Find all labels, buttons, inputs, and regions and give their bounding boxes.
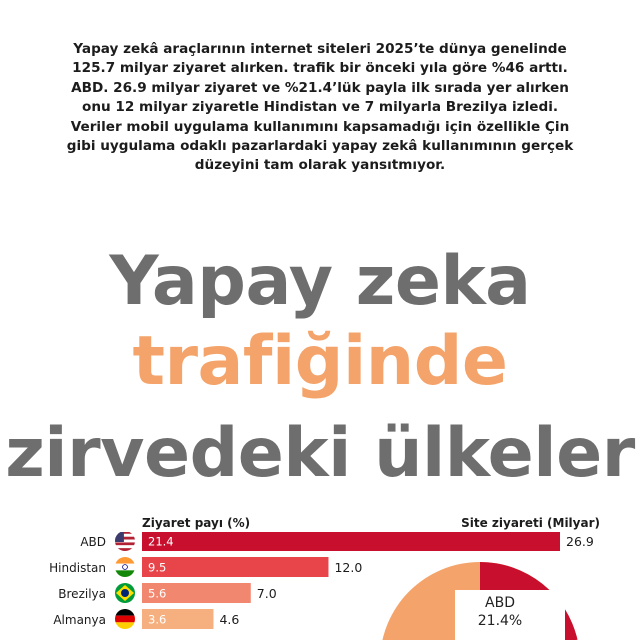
share-axis-label: Ziyaret payı (%) bbox=[142, 516, 251, 530]
category-label: Brezilya bbox=[58, 587, 106, 601]
category-label: Hindistan bbox=[49, 561, 106, 575]
germany-flag-icon bbox=[114, 609, 136, 629]
visits-value-label: 7.0 bbox=[256, 586, 277, 601]
flag-canton bbox=[114, 532, 124, 542]
category-label: ABD bbox=[80, 535, 106, 549]
share-value-label: 3.6 bbox=[148, 612, 167, 627]
intro-text: Yapay zekâ araçlarının internet siteleri 2025’te dünya genelinde 125.7 milyar ziyaret alırken. trafik bir önceki yıla göre %46 arttı. ABD. 26.9 milyar ziyaret ve %21.4’lük payla ilk sırada yer alırken onu 12 milyar ziyaretle Hindistan ve 7 milyarla Brezilya izledi. Veriler mobil uygulama kullanımını kapsamadığı için özellikle Çin gibi uygulama odaklı pazarlardaki yapay zekâ kullanımının gerçek düzeyini tam olarak yansıtmıyor. bbox=[66, 41, 574, 174]
headline-line-2: trafiğinde bbox=[132, 322, 508, 401]
flag-globe bbox=[121, 589, 129, 597]
bar bbox=[142, 557, 328, 577]
headline-line-3: zirvedeki ülkeler bbox=[5, 414, 635, 493]
bar bbox=[142, 532, 560, 551]
category-label: Almanya bbox=[53, 613, 106, 627]
visits-value-label: 4.6 bbox=[219, 612, 240, 627]
flag-stripe bbox=[114, 570, 136, 577]
flag-stripe bbox=[114, 532, 136, 534]
flag-stripe bbox=[114, 545, 136, 548]
flag-stripe bbox=[114, 609, 136, 616]
pie-share-label: 21.4% bbox=[477, 613, 523, 629]
visits-axis-label: Site ziyareti (Milyar) bbox=[461, 516, 600, 530]
flag-stripe bbox=[114, 622, 136, 629]
pie-country-label: ABD bbox=[485, 595, 515, 611]
flag-stripe bbox=[114, 616, 136, 623]
flag-stripe bbox=[114, 557, 136, 564]
visits-value-label: 12.0 bbox=[334, 560, 363, 575]
bar-chart bbox=[0, 532, 640, 640]
us-flag-icon bbox=[114, 532, 136, 551]
flag-stripe bbox=[114, 542, 136, 545]
flag-stripe bbox=[114, 548, 136, 551]
share-value-label: 9.5 bbox=[148, 560, 167, 575]
share-value-label: 5.6 bbox=[148, 586, 167, 601]
brazil-flag-icon bbox=[114, 583, 136, 603]
visits-value-label: 26.9 bbox=[566, 534, 594, 549]
india-flag-icon bbox=[114, 557, 136, 577]
share-value-label: 21.4 bbox=[148, 534, 174, 549]
headline-line-1: Yapay zeka bbox=[109, 242, 531, 321]
